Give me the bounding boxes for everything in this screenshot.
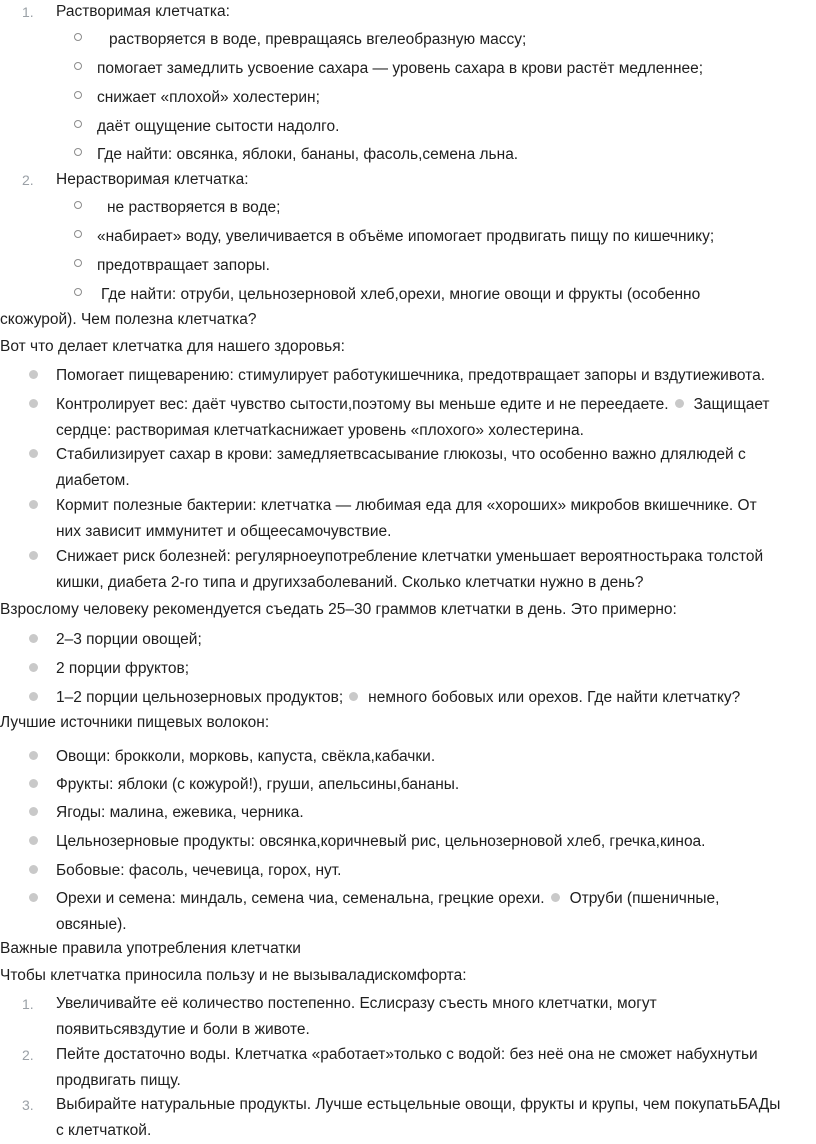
list-item: Кормит полезные бактерии: клетчатка — любимая еда для «хороших» микробов вкишечнике. От xyxy=(56,497,757,514)
list-item: 2 порции фруктов; xyxy=(56,660,190,677)
dot-bullet-icon xyxy=(29,836,38,845)
list-item: растворяется в воде, превращаясь вгелеобразную массу; xyxy=(109,31,527,48)
list-number: 2. xyxy=(22,1047,34,1063)
rules-title: Важные правила употребления клетчатки xyxy=(0,940,301,957)
amount-intro: Взрослому человеку рекомендуется съедать 25–30 граммов клетчатки в день. Это примерно: xyxy=(0,601,677,618)
list-item: Стабилизирует сахар в крови: замедляетвсасывание глюкозы, что особенно важно длялюдей с xyxy=(56,446,746,463)
list-item: Выбирайте натуральные продукты. Лучше естьцельные овощи, фрукты и крупы, чем покупатьБАДы xyxy=(56,1096,781,1113)
list-item-text: Контролирует вес: даёт чувство сытости,поэтому вы меньше едите и не переедаете. xyxy=(56,396,669,413)
dot-bullet-icon xyxy=(349,692,358,701)
benefits-intro: Вот что делает клетчатка для нашего здоровья: xyxy=(0,338,345,355)
list-item: Фрукты: яблоки (с кожурой!), груши, апельсины,бананы. xyxy=(56,776,460,793)
list-number: 3. xyxy=(22,1097,34,1113)
rules-intro: Чтобы клетчатка приносила пользу и не вызываладискомфорта: xyxy=(0,967,467,984)
list-item: Ягоды: малина, ежевика, черника. xyxy=(56,804,304,821)
circle-bullet-icon xyxy=(74,120,82,128)
circle-bullet-icon xyxy=(74,230,82,238)
dot-bullet-icon xyxy=(29,500,38,509)
list-item: «набирает» воду, увеличивается в объёме ипомогает продвигать пищу по кишечнику; xyxy=(97,228,715,245)
circle-bullet-icon xyxy=(74,201,82,209)
list-item-continuation: продвигать пищу. xyxy=(56,1072,181,1089)
list-item: Цельнозерновые продукты: овсянка,коричневый рис, цельнозерновой хлеб, гречка,киноа. xyxy=(56,833,706,850)
list-item: 2–3 порции овощей; xyxy=(56,631,202,648)
dot-bullet-icon xyxy=(29,807,38,816)
list-number: 1. xyxy=(22,4,34,20)
list-number: 2. xyxy=(22,172,34,188)
list-item xyxy=(56,392,770,418)
dot-bullet-icon xyxy=(29,449,38,458)
dot-bullet-icon xyxy=(29,779,38,788)
list-item-continuation: них зависит иммунитет и общеесамочувствие. xyxy=(56,523,392,540)
paragraph-line: скожурой). Чем полезна клетчатка? xyxy=(0,311,257,328)
circle-bullet-icon xyxy=(74,33,82,41)
list-number: 1. xyxy=(22,996,34,1012)
dot-bullet-icon xyxy=(551,893,560,902)
list-item-continuation: диабетом. xyxy=(56,472,130,489)
list-item-continuation: с клетчаткой. xyxy=(56,1122,152,1139)
dot-bullet-icon xyxy=(29,893,38,902)
list-item: Помогает пищеварению: стимулирует работукишечника, предотвращает запоры и вздутиеживота. xyxy=(56,367,766,384)
dot-bullet-icon xyxy=(29,370,38,379)
list-item-continuation: сердце: растворимая клетчатkаснижает уровень «плохого» холестерина. xyxy=(56,422,584,439)
list-item: не растворяется в воде; xyxy=(107,199,281,216)
dot-bullet-icon xyxy=(29,663,38,672)
list-item xyxy=(56,685,740,711)
circle-bullet-icon xyxy=(74,148,82,156)
list-item-continuation: появитьсявздутие и боли в животе. xyxy=(56,1021,310,1038)
circle-bullet-icon xyxy=(74,259,82,267)
list-item-text: 1–2 порции цельнозерновых продуктов; xyxy=(56,689,344,706)
list-item: Где найти: овсянка, яблоки, бананы, фасоль,семена льна. xyxy=(97,146,519,163)
dot-bullet-icon xyxy=(29,692,38,701)
dot-bullet-icon xyxy=(29,551,38,560)
list-item: предотвращает запоры. xyxy=(97,257,270,274)
list-item: Овощи: брокколи, морковь, капуста, свёкла,кабачки. xyxy=(56,748,436,765)
list-item: Пейте достаточно воды. Клетчатка «работает»только с водой: без неё она не сможет набухнутьи xyxy=(56,1046,758,1063)
insoluble-title: Нерастворимая клетчатка: xyxy=(56,171,249,188)
list-item: помогает замедлить усвоение сахара — уровень сахара в крови растёт медленнее; xyxy=(97,60,704,77)
dot-bullet-icon xyxy=(29,751,38,760)
list-item-text: Орехи и семена: миндаль, семена чиа, семенальна, грецкие орехи. xyxy=(56,890,545,907)
list-item: Где найти: отруби, цельнозерновой хлеб,орехи, многие овощи и фрукты (особенно xyxy=(101,286,701,303)
dot-bullet-icon xyxy=(29,399,38,408)
circle-bullet-icon xyxy=(74,91,82,99)
list-item-continuation: овсяные). xyxy=(56,916,127,933)
circle-bullet-icon xyxy=(74,288,82,296)
dot-bullet-icon xyxy=(29,634,38,643)
list-item-text: Защищает xyxy=(693,396,770,413)
sources-intro: Лучшие источники пищевых волокон: xyxy=(0,714,270,731)
soluble-title: Растворимая клетчатка: xyxy=(56,3,230,20)
dot-bullet-icon xyxy=(675,399,684,408)
list-item: Снижает риск болезней: регулярноеупотребление клетчатки уменьшает вероятностьрака толстой xyxy=(56,548,764,565)
list-item: Увеличивайте её количество постепенно. Еслисразу съесть много клетчатки, могут xyxy=(56,995,657,1012)
list-item-text: немного бобовых или орехов. Где найти клетчатку? xyxy=(368,689,741,706)
circle-bullet-icon xyxy=(74,62,82,70)
dot-bullet-icon xyxy=(29,865,38,874)
list-item: снижает «плохой» холестерин; xyxy=(97,89,320,106)
list-item xyxy=(56,886,719,912)
list-item-text: Отруби (пшеничные, xyxy=(569,890,720,907)
list-item-continuation: кишки, диабета 2-го типа и другихзаболеваний. Сколько клетчатки нужно в день? xyxy=(56,574,644,591)
list-item: Бобовые: фасоль, чечевица, горох, нут. xyxy=(56,862,342,879)
list-item: даёт ощущение сытости надолго. xyxy=(97,118,340,135)
